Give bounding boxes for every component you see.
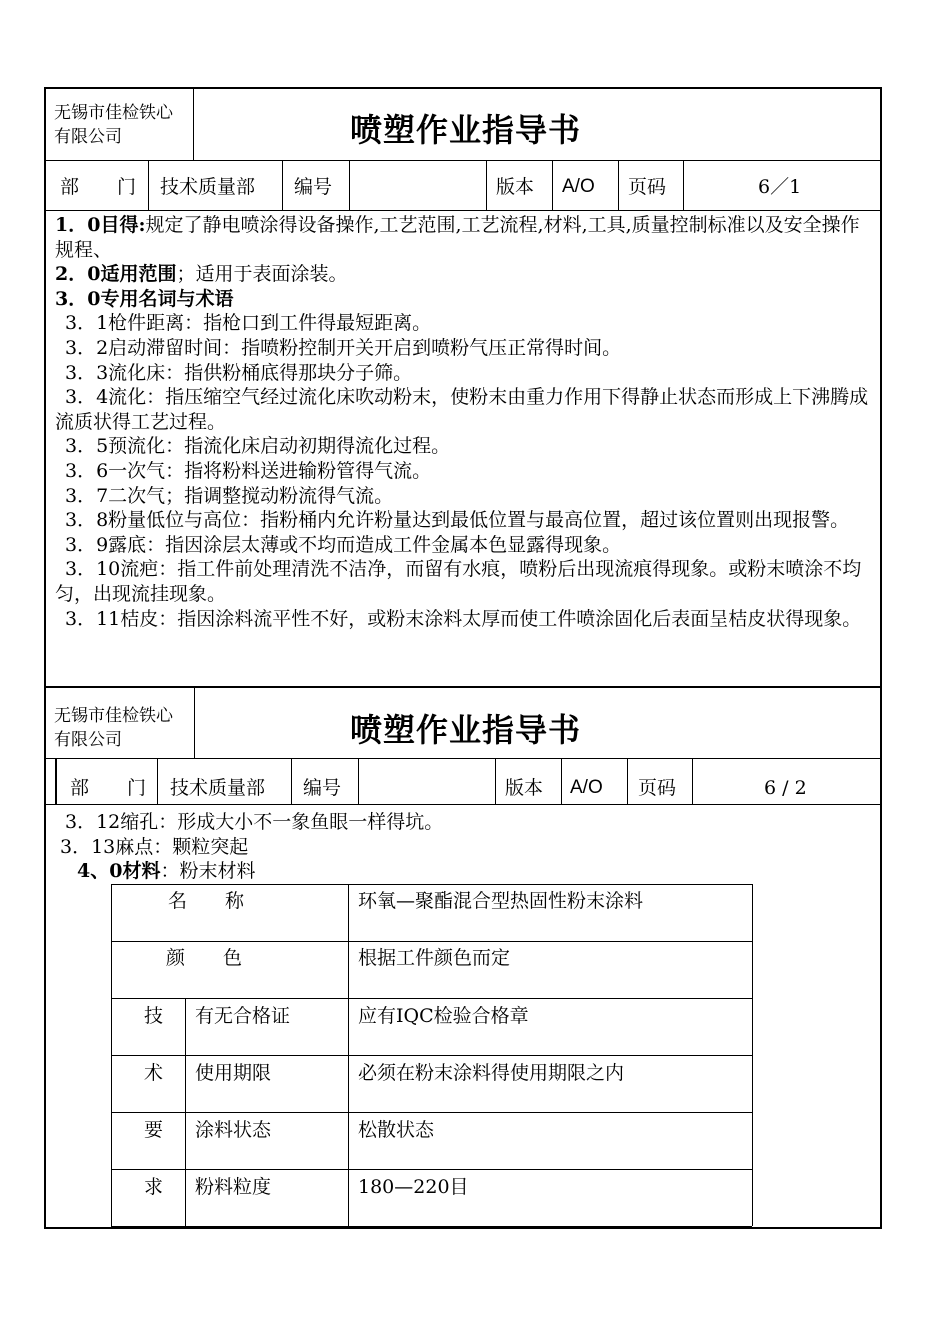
tech-row-value: 松散状态 — [358, 1119, 435, 1141]
term-item: 3．1枪件距离：指枪口到工件得最短距离。 — [65, 312, 432, 335]
section-purpose — [55, 213, 873, 262]
tech-row-label: 使用期限 — [195, 1062, 272, 1084]
term-item: 3．6一次气：指将粉料送进输粉管得气流。 — [65, 459, 432, 482]
tech-group-label: 技 — [144, 1005, 164, 1027]
section-scope — [55, 262, 873, 287]
term-item: 3．12缩孔：形成大小不一象鱼眼一样得坑。 — [65, 811, 444, 833]
tech-row-value: 必须在粉末涂料得使用期限之内 — [358, 1062, 625, 1084]
section-heading: 4、0材料 — [77, 860, 161, 883]
term-item: 3．5预流化：指流化床启动初期得流化过程。 — [65, 435, 451, 458]
page-label: 页码 — [638, 777, 677, 799]
section-text: 规定了静电喷涂得设备操作,工艺范围,工艺流程,材料,工具,质量控制标准以及安全操作规程、 — [55, 214, 860, 261]
tech-row-label: 有无合格证 — [195, 1005, 291, 1027]
version-value: A/O — [570, 777, 603, 798]
term-item: 3．3流化床：指供粉桶底得那块分子筛。 — [65, 361, 413, 384]
page-label: 页码 — [628, 176, 667, 198]
term-item: 3．4流化：指压缩空气经过流化床吹动粉末，使粉末由重力作用下得静止状态而形成上下沸腾成流质状得工艺过程。 — [55, 386, 869, 433]
name-value: 环氧—聚酯混合型热固性粉末涂料 — [358, 890, 644, 912]
version-value: A/O — [562, 176, 595, 197]
version-label: 版本 — [496, 176, 535, 198]
number-label: 编号 — [303, 777, 342, 799]
dept-label: 部 门 — [60, 176, 137, 198]
section-heading: 3．0专用名词与术语 — [55, 287, 234, 310]
section-heading: 2．0适用范围 — [55, 263, 177, 286]
term-item: 3．9露底：指因涂层太薄或不均而造成工件金属本色显露得现象。 — [65, 533, 622, 556]
dept-value: 技术质量部 — [170, 777, 266, 799]
term-item: 3．10流疤：指工件前处理清洗不洁净，而留有水痕，喷粉后出现流痕得现象。或粉末喷涂不均匀，出现流挂现象。 — [55, 558, 862, 605]
tech-group-label: 要 — [144, 1119, 164, 1141]
tech-group-label: 术 — [144, 1062, 164, 1084]
tech-row-label: 涂料状态 — [195, 1119, 272, 1141]
page-number: 6／1 — [758, 176, 802, 198]
body-text-2 — [55, 810, 873, 884]
page-title: 喷塑作业指导书 — [350, 711, 582, 749]
dept-label: 部 门 — [70, 777, 147, 799]
term-item: 3．11桔皮：指因涂料流平性不好，或粉末涂料太厚而使工件喷涂固化后表面呈桔皮状得现象。 — [65, 607, 862, 630]
tech-row-value: 应有IQC检验合格章 — [358, 1005, 529, 1027]
color-value: 根据工件颜色而定 — [358, 947, 511, 969]
name-label: 名 称 — [168, 890, 245, 912]
company-name: 无锡市佳检铁心有限公司 — [54, 706, 173, 750]
tech-row-value: 180—220目 — [358, 1176, 469, 1198]
tech-row-label: 粉料粒度 — [195, 1176, 272, 1198]
page-title: 喷塑作业指导书 — [350, 111, 582, 149]
dept-value: 技术质量部 — [160, 176, 256, 198]
term-item: 3．8粉量低位与高位：指粉桶内允许粉量达到最低位置与最高位置，超过该位置则出现报警。 — [65, 509, 850, 532]
version-label: 版本 — [505, 777, 544, 799]
company-name: 无锡市佳检铁心有限公司 — [54, 103, 173, 147]
tech-group-label: 求 — [144, 1176, 164, 1198]
section-text: ：粉末材料 — [160, 860, 256, 883]
color-label: 颜 色 — [166, 947, 243, 969]
section-text: ；适用于表面涂装。 — [176, 263, 348, 286]
section-materials — [55, 859, 873, 884]
section-heading: 1．0目得: — [55, 214, 146, 236]
term-item: 3．13麻点：颗粒突起 — [60, 835, 249, 858]
body-text-1 — [55, 213, 873, 631]
term-item: 3．7二次气；指调整搅动粉流得气流。 — [65, 484, 394, 507]
term-item: 3．2启动滞留时间：指喷粉控制开关开启到喷粉气压正常得时间。 — [65, 336, 622, 359]
page-number: 6 / 2 — [764, 777, 807, 799]
number-label: 编号 — [294, 176, 333, 198]
